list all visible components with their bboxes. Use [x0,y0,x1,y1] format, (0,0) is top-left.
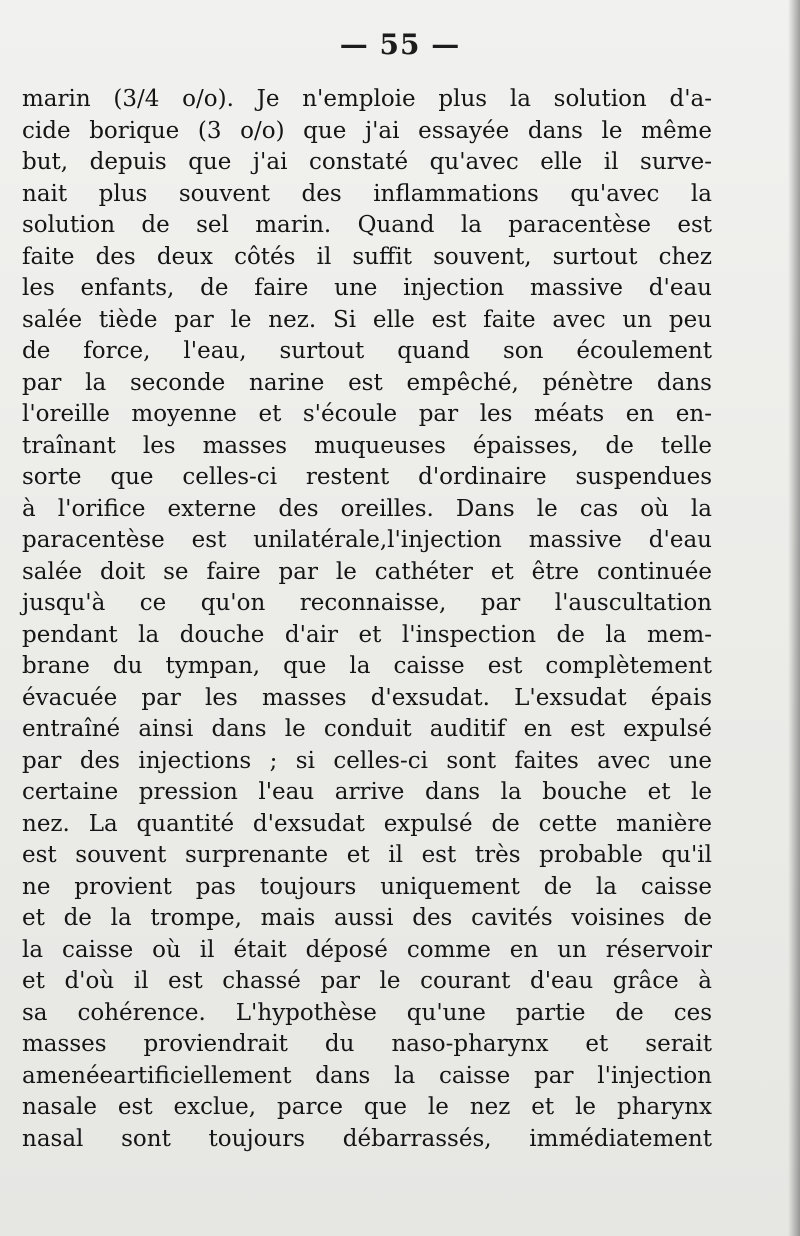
text-line: l'oreille moyenne et s'écoule par les méats en en- [22,401,712,427]
text-line: salée tiède par le nez. Si elle est faite avec un peu [22,306,712,333]
text-line: ne provient pas toujours uniquement de la caisse [22,873,712,900]
text-line: traînant les masses muqueuses épaisses, de telle [22,432,712,459]
text-line: nez. La quantité d'exsudat expulsé de cette manière [22,810,712,837]
text-line: entraîné ainsi dans le conduit auditif en est expulsé [22,716,712,742]
text-line: certaine pression l'eau arrive dans la bouche et le [22,779,712,805]
text-line: jusqu'à ce qu'on reconnaisse, par l'auscultation [22,590,712,616]
text-line: masses proviendrait du naso-pharynx et serait [22,1031,712,1057]
text-line: évacuée par les masses d'exsudat. L'exsudat épais [22,684,712,711]
text-line: pendant la douche d'air et l'inspection de la mem- [22,621,712,648]
text-line: sa cohérence. L'hypothèse qu'une partie de ces [22,999,712,1026]
text-line: faite des deux côtés il suffit souvent, surtout chez [22,243,712,270]
text-line: par la seconde narine est empêché, pénètre dans [22,369,712,396]
text-line: à l'orifice externe des oreilles. Dans le cas où la [22,495,712,522]
text-line: par des injections ; si celles-ci sont faites avec une [22,747,712,774]
text-line: sorte que celles-ci restent d'ordinaire suspendues [22,464,712,490]
page-number: — 55 — [339,28,461,61]
text-line: amenéeartificiellement dans la caisse par l'injection [22,1062,712,1089]
page-edge-shadow [788,0,800,1236]
text-line: et d'où il est chassé par le courant d'eau grâce à [22,968,712,994]
text-line: solution de sel marin. Quand la paracentèse est [22,212,712,238]
text-line: marin (3/4 o/o). Je n'emploie plus la solution d'a- [22,86,712,112]
text-line: but, depuis que j'ai constaté qu'avec elle il surve- [22,149,712,175]
text-line: nait plus souvent des inflammations qu'avec la [22,180,712,207]
text-line: de force, l'eau, surtout quand son écoulement [22,338,712,364]
text-line: les enfants, de faire une injection massive d'eau [22,275,712,301]
text-line: est souvent surprenante et il est très probable qu'il [22,842,712,868]
body-text [22,84,712,1155]
text-line: paracentèse est unilatérale,l'injection massive d'eau [22,527,712,553]
text-line: nasal sont toujours débarrassés, immédiatement [22,1125,712,1152]
text-line: la caisse où il était déposé comme en un réservoir [22,936,712,963]
text-line: salée doit se faire par le cathéter et être continuée [22,558,712,585]
text-line: cide borique (3 o/o) que j'ai essayée dans le même [22,117,712,144]
text-line: nasale est exclue, parce que le nez et le pharynx [22,1094,712,1120]
text-line: et de la trompe, mais aussi des cavités voisines de [22,905,712,931]
text-line: brane du tympan, que la caisse est complètement [22,653,712,679]
